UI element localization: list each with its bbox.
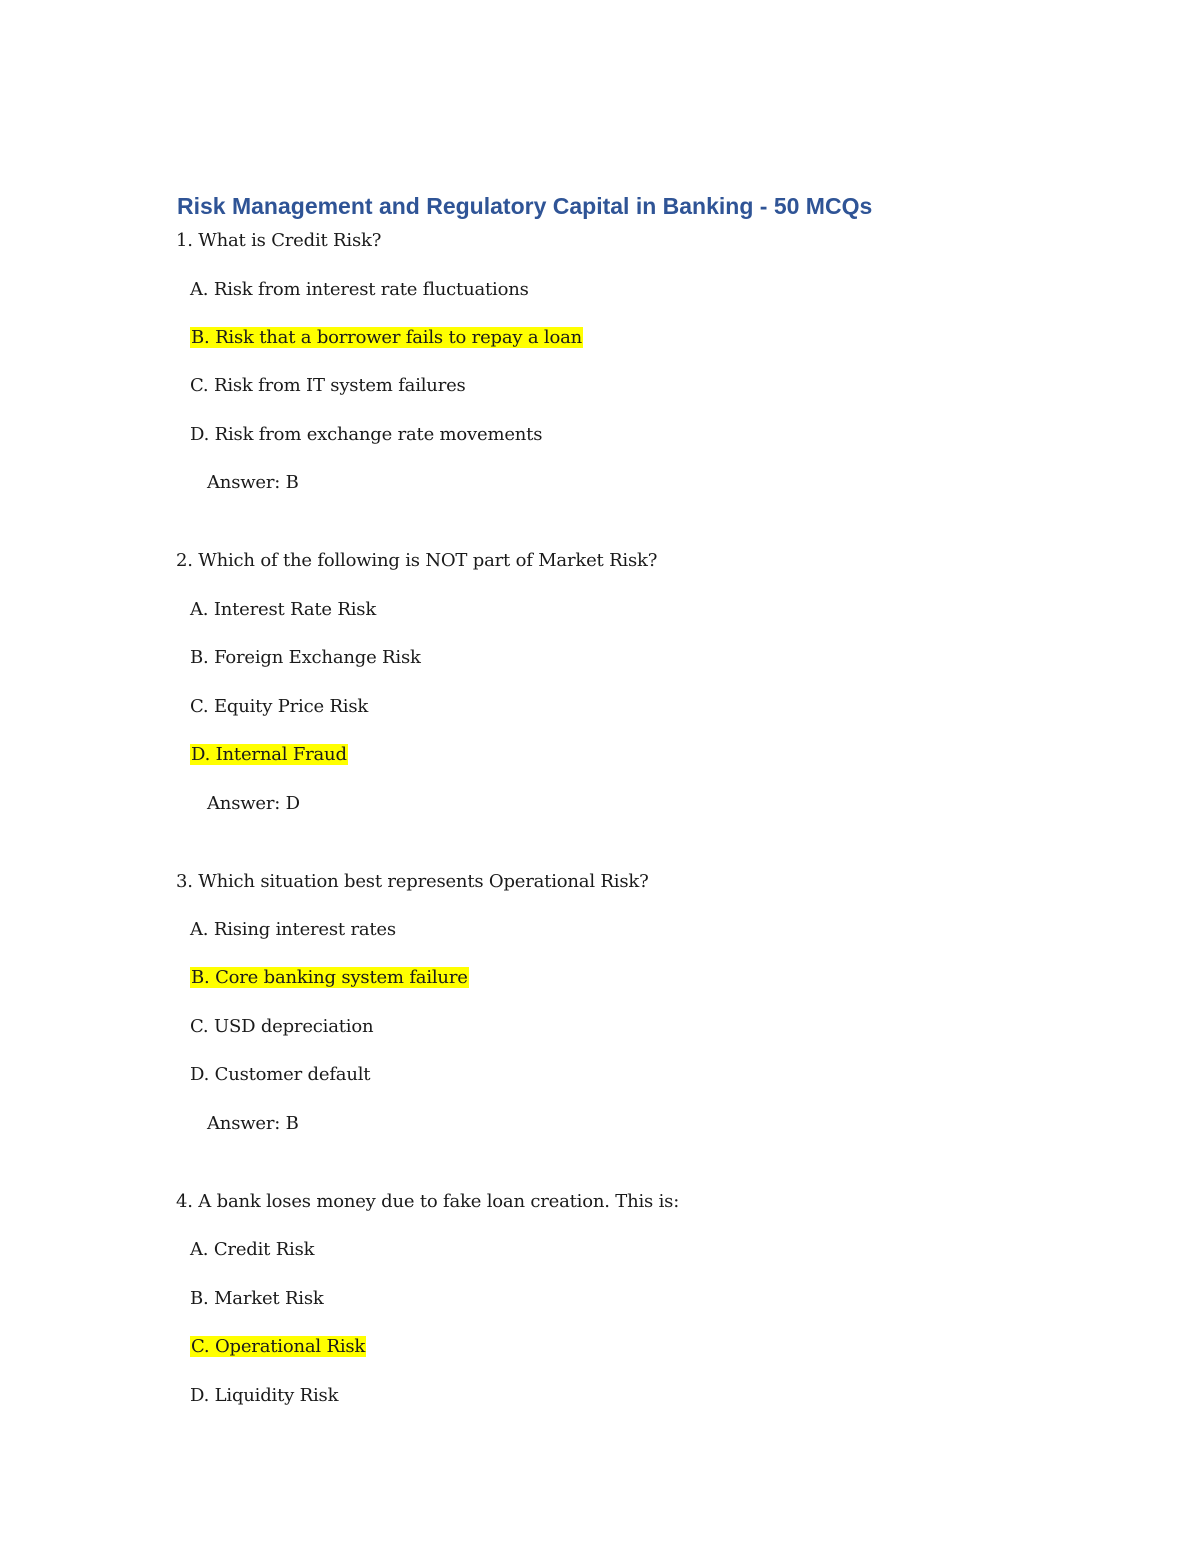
question-3-text: 3. Which situation best represents Operational Risk?: [176, 871, 649, 892]
question-2-option-d: [190, 742, 348, 768]
question-1-option-a: A. Risk from interest rate fluctuations: [190, 279, 529, 300]
question-1-option-c: C. Risk from IT system failures: [190, 375, 466, 396]
highlighted-correct-option: D. Internal Fraud: [191, 744, 347, 765]
question-3-option-c: C. USD depreciation: [190, 1016, 374, 1037]
question-1-option-b: [190, 325, 583, 351]
question-1-answer: Answer: B: [207, 472, 299, 493]
highlighted-correct-option: B. Core banking system failure: [191, 967, 468, 988]
question-4-option-d: D. Liquidity Risk: [190, 1385, 339, 1406]
question-2-text: 2. Which of the following is NOT part of Market Risk?: [176, 550, 658, 571]
question-4-option-c: [190, 1334, 366, 1360]
question-2-option-b: B. Foreign Exchange Risk: [190, 647, 421, 668]
question-3-option-b: [190, 965, 469, 991]
question-4-option-b: B. Market Risk: [190, 1288, 324, 1309]
question-1-text: 1. What is Credit Risk?: [176, 230, 382, 251]
highlighted-correct-option: C. Operational Risk: [191, 1336, 366, 1357]
question-3-option-d: D. Customer default: [190, 1064, 371, 1085]
question-2-option-a: A. Interest Rate Risk: [190, 599, 377, 620]
question-3-answer: Answer: B: [207, 1113, 299, 1134]
question-2-answer: Answer: D: [207, 793, 300, 814]
document-title: Risk Management and Regulatory Capital in Banking - 50 MCQs: [177, 193, 873, 219]
question-1-option-d: D. Risk from exchange rate movements: [190, 424, 543, 445]
question-2-option-c: C. Equity Price Risk: [190, 696, 369, 717]
question-4-text: 4. A bank loses money due to fake loan creation. This is:: [176, 1191, 680, 1212]
highlighted-correct-option: B. Risk that a borrower fails to repay a loan: [191, 327, 583, 348]
question-4-option-a: A. Credit Risk: [190, 1239, 315, 1260]
question-3-option-a: A. Rising interest rates: [190, 919, 396, 940]
